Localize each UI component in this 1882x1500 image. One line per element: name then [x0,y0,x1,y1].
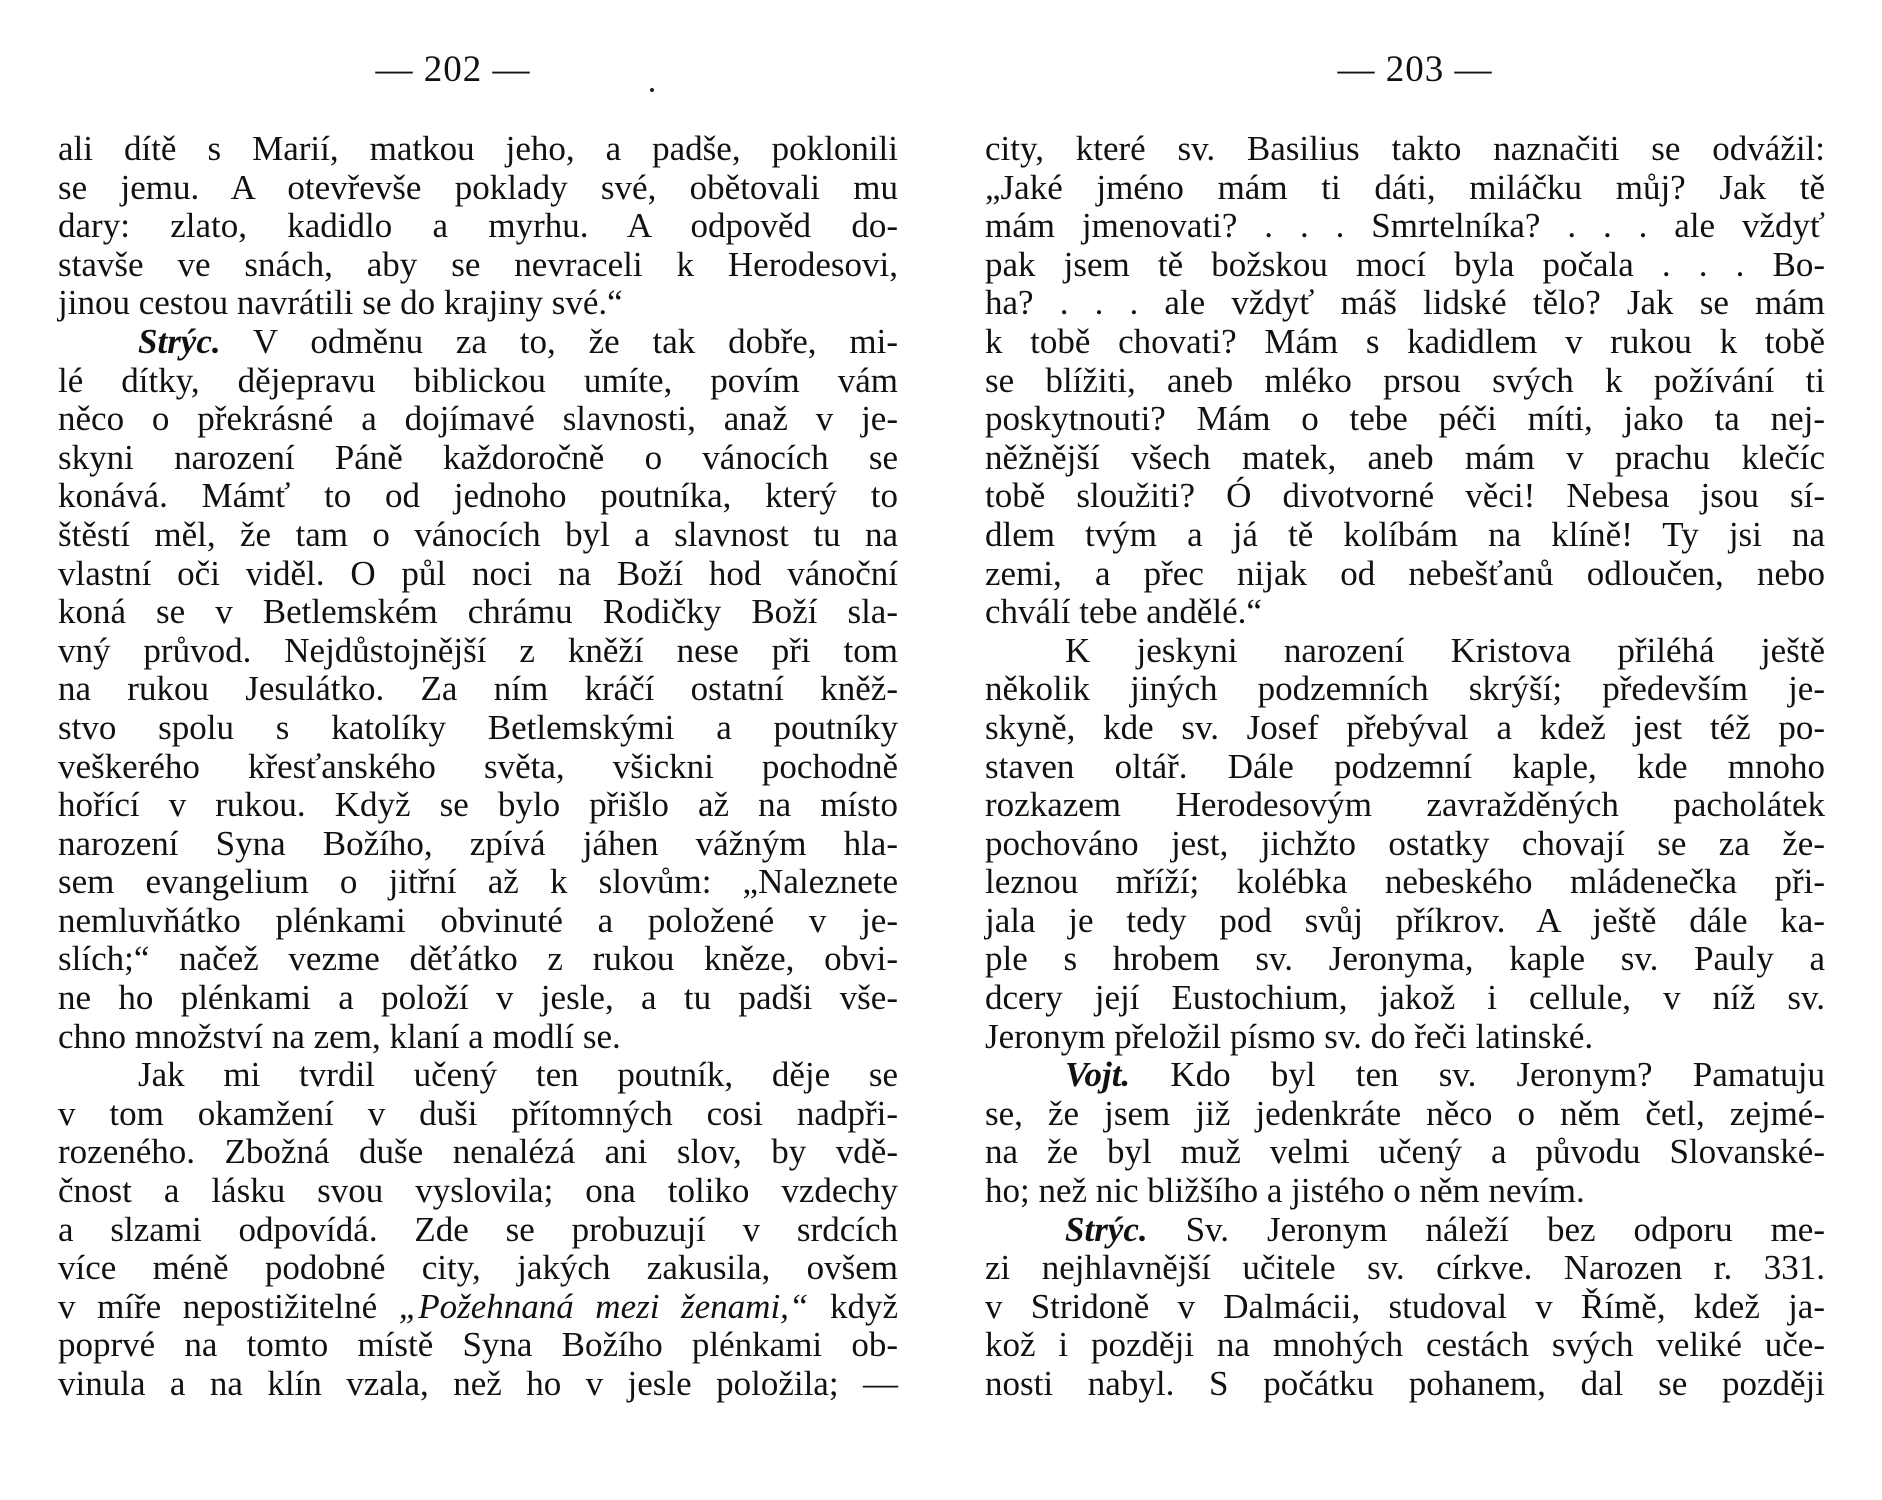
text-line: se blížiti, aneb mléko prsou svých k požívání ti [985,360,1825,400]
text-fragment: Sv. Jeronym náleží bez odporu me- [1185,1209,1826,1249]
text-line: slích;“ načež vezme děťátko z rukou kněze, obvi- [58,939,898,979]
text-line: veškerého křesťanského světa, všickni pochodně [58,746,898,786]
text-line [58,323,898,362]
text-line: na rukou Jesulátko. Za ním kráčí ostatní kněž- [58,669,898,709]
text-line: Jeronym přeložil písmo sv. do řeči latinské. [985,1016,1594,1056]
text-line: k tobě chovati? Mám s kadidlem v rukou k tobě [985,321,1825,361]
text-line: dlem tvým a já tě kolíbám na klíně! Ty jsi na [985,514,1825,554]
text-line: nemluvňátko plénkami obvinuté a položené v je- [58,900,898,940]
text-line: jala je tedy pod svůj příkrov. A ještě dále ka- [985,900,1825,940]
page-number-left: — 202 — [375,49,531,90]
text-line: konává. Mámť to od jednoho poutníka, který to [58,476,898,516]
text-line: ho; než nic bližšího a jistého o něm nevím. [985,1171,1585,1211]
text-line: stavše ve snách, aby se nevraceli k Herodesovi, [58,244,898,284]
right-page [985,0,1825,1500]
text-fragment: Kdo byl ten sv. Jeronym? Pamatuju [1170,1055,1825,1095]
text-line: v tom okamžení v duši přítomných cosi nadpři- [58,1093,898,1133]
speaker-label: Strýc. [1065,1209,1148,1249]
speaker-label: Vojt. [1065,1055,1131,1095]
text-line: se jemu. A otevřevše poklady své, obětovali mu [58,167,898,207]
text-line: pak jsem tě božskou mocí byla počala . . . Bo- [985,244,1825,284]
text-line: kož i později na mnohých cestách svých veliké uče- [985,1325,1825,1365]
quote-fragment: „Požehnaná mezi ženami,“ [398,1286,809,1326]
text-line: narození Syna Božího, zpívá jáhen vážným hla- [58,823,898,863]
text-line [58,1288,898,1327]
text-line: dcery její Eustochium, jakož i cellule, v níž sv. [985,978,1825,1018]
text-line: poskytnouti? Mám o tebe péči míti, jako ta nej- [985,399,1825,439]
text-line: zi nejhlavnější učitele sv. církve. Narozen r. 331. [985,1248,1825,1288]
text-fragment: v míře nepostižitelné [58,1286,378,1326]
text-line: rozkazem Herodesovým zavražděných pacholátek [985,785,1825,825]
text-line: chválí tebe andělé.“ [985,592,1262,632]
text-line: tobě sloužiti? Ó divotvorné věci! Nebesa jsou sí- [985,476,1825,516]
left-page-text [58,130,898,1404]
text-line: skyni narození Páně každoročně o vánocích se [58,437,898,477]
text-line: K jeskyni narození Kristova přiléhá ještě [1065,630,1825,670]
text-line: skyně, kde sv. Josef přebýval a kdež jest též po- [985,707,1825,747]
text-line: poprvé na tomto místě Syna Božího plénkami ob- [58,1325,898,1365]
text-line: lé dítky, dějepravu biblickou umíte, povím vám [58,360,898,400]
text-line: něžnější všech matek, aneb mám v prachu klečíc [985,437,1825,477]
text-line: „Jaké jméno mám ti dáti, miláčku můj? Jak tě [985,167,1825,207]
text-line: několik jiných podzemních skrýší; především je- [985,669,1825,709]
text-line: něco o překrásné a dojímavé slavnosti, anaž v je- [58,399,898,439]
text-line: mám jmenovati? . . . Smrtelníka? . . . ale vždyť [985,206,1825,246]
text-line: pochováno jest, jichžto ostatky chovají se za že- [985,823,1825,863]
text-fragment: když [829,1286,899,1326]
text-line: štěstí měl, že tam o vánocích byl a slavnost tu na [58,514,898,554]
text-line: a slzami odpovídá. Zde se probuzují v srdcích [58,1209,898,1249]
right-page-text [985,130,1825,1404]
text-line: koná se v Betlemském chrámu Rodičky Boží sla- [58,592,898,632]
text-line: rozeného. Zbožná duše nenalézá ani slov, by vdě- [58,1132,898,1172]
text-line: v Stridoně v Dalmácii, studoval v Římě, kdež ja- [985,1286,1825,1326]
text-line: nosti nabyl. S počátku pohanem, dal se později [985,1364,1825,1403]
speaker-label: Strýc. [138,321,221,361]
text-line: sem evangelium o jitřní až k slovům: „Naleznete [58,862,898,902]
text-line: více méně podobné city, jakých zakusila, ovšem [58,1248,898,1288]
text-line: ha? . . . ale vždyť máš lidské tělo? Jak se mám [985,283,1825,323]
text-line: city, které sv. Basilius takto naznačiti se odvážil: [985,129,1825,168]
text-line: staven oltář. Dále podzemní kaple, kde mnoho [985,746,1825,786]
text-line: vinula a na klín vzala, než ho v jesle položila; — [58,1364,898,1403]
text-line: ne ho plénkami a položí v jesle, a tu padši vše- [58,978,898,1018]
text-line: vlastní oči viděl. O půl noci na Boží hod vánoční [58,553,898,593]
text-line: jinou cestou navrátili se do krajiny své.“ [58,283,623,323]
text-fragment: V odměnu za to, že tak dobře, mi- [252,321,898,361]
text-line [985,1211,1825,1250]
text-line: vný průvod. Nejdůstojnější z kněží nese při tom [58,630,898,670]
text-line: stvo spolu s katolíky Betlemskými a poutníky [58,707,898,747]
text-line: ple s hrobem sv. Jeronyma, kaple sv. Pauly a [985,939,1825,979]
text-line: leznou mříží; kolébka nebeského mládenečka při- [985,862,1825,902]
text-line: chno množství na zem, klaní a modlí se. [58,1016,621,1056]
text-line [985,1056,1825,1095]
text-line: Jak mi tvrdil učený ten poutník, děje se [138,1055,898,1095]
left-page [58,0,898,1500]
text-line: hořící v rukou. Když se bylo přišlo až na místo [58,785,898,825]
text-line: na že byl muž velmi učený a původu Slovanské- [985,1132,1825,1172]
text-line: čnost a lásku svou vyslovila; ona toliko vzdechy [58,1171,898,1211]
text-line: ali dítě s Marií, matkou jeho, a padše, poklonili [58,129,898,168]
text-line: se, že jsem již jedenkráte něco o něm četl, zejmé- [985,1093,1825,1133]
page-number-right: — 203 — [1337,49,1493,90]
text-line: zemi, a přec nijak od nebešťanů odloučen, nebo [985,553,1825,593]
text-line: dary: zlato, kadidlo a myrhu. A odpověd do- [58,206,898,246]
